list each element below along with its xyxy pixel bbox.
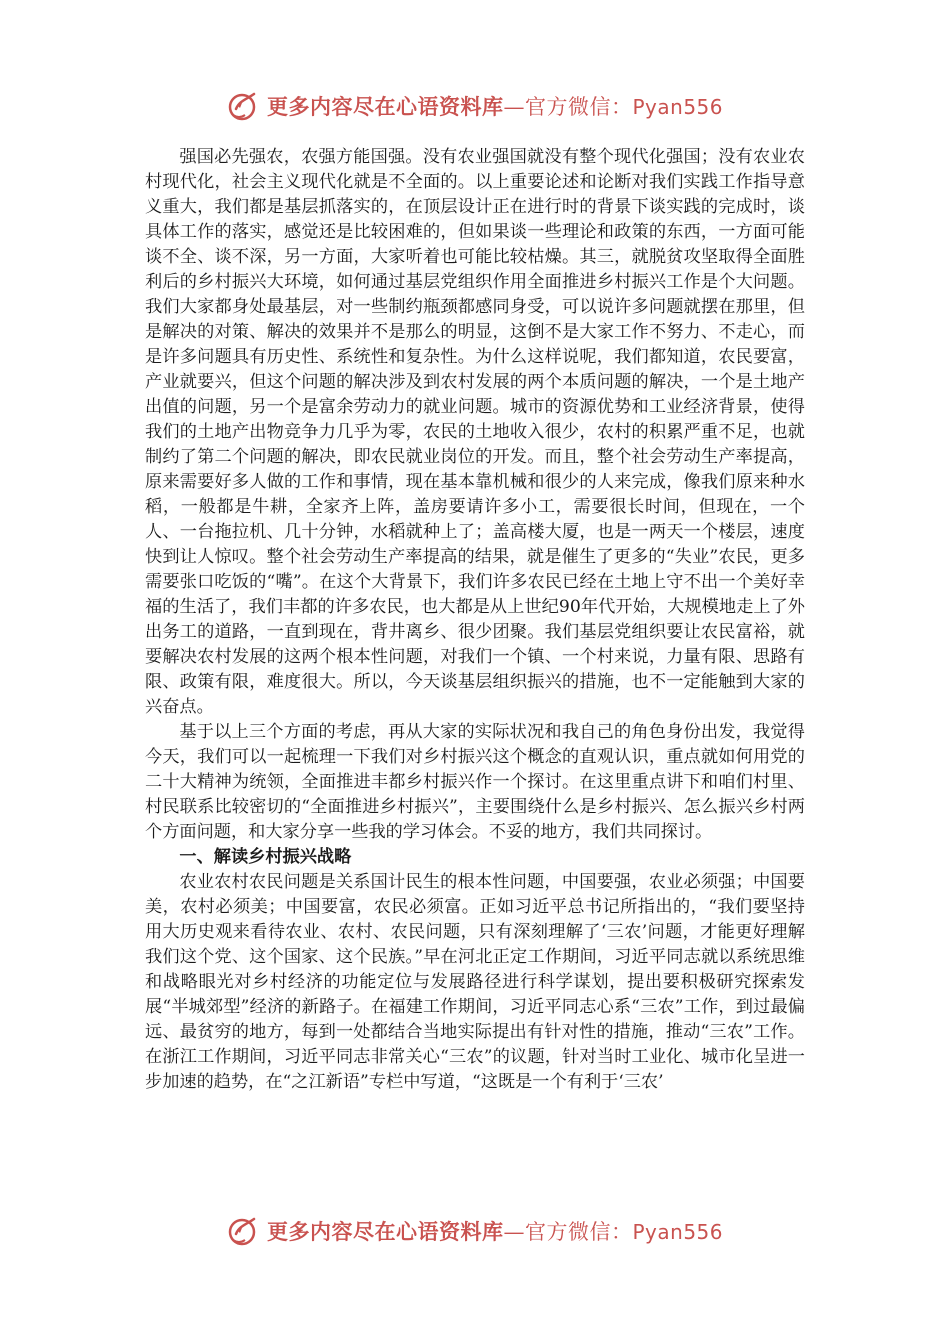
pen-heart-logo-icon bbox=[227, 1214, 261, 1248]
watermark-brand: 更多内容尽在心语资料库 bbox=[266, 94, 504, 119]
pen-heart-logo-icon bbox=[227, 89, 261, 123]
section-heading: 一、解读乡村振兴战略 bbox=[179, 847, 352, 867]
body-paragraph-1: 强国必先强农，农强方能国强。没有农业强国就没有整个现代化强国；没有农业农村现代化，社会主义现代化就是不全面的。以上重要论述和论断对我们实践工作指导意义重大，我们都是基层抓落实的，在顶层设计正在进行时的背景下谈实践的完成时，谈具体工作的落实，感觉还是比较困难的，但如果谈一些理论和政策的东西，一方面可能谈不全、谈不深，另一方面，大家听着也可能比较枯燥。其三，就脱贫攻坚取得全面胜利后的乡村振兴大环境，如何通过基层党组织作用全面推进乡村振兴工作是个大问题。我们大家都身处最基层，对一些制约瓶颈都感同身受，可以说许多问题就摆在那里，但是解决的对策、解决的效果并不是那么的明显，这倒不是大家工作不努力、不走心，而是许多问题具有历史性、系统性和复杂性。为什么这样说呢，我们都知道，农民要富，产业就要兴，但这个问题的解决涉及到农村发展的两个本质问题的解决，一个是土地产出值的问题，另一个是富余劳动力的就业问题。城市的资源优势和工业经济背景，使得我们的土地产出物竞争力几乎为零，农民的土地收入很少，农村的积累严重不足，也就制约了第二个问题的解决，即农民就业岗位的开发。而且，整个社会劳动生产率提高，原来需要好多人做的工作和事情，现在基本靠机械和很少的人来完成，像我们原来种水稻，一般都是牛耕，全家齐上阵，盖房要请许多小工，需要很长时间，但现在，一个人、一台拖拉机、几十分钟，水稻就种上了；盖高楼大厦，也是一两天一个楼层，速度快到让人惊叹。整个社会劳动生产率提高的结果，就是催生了更多的“失业”农民，更多需要张口吃饭的“嘴”。在这个大背景下，我们许多农民已经在土地上守不出一个美好幸福的生活了，我们丰都的许多农民，也大都是从上世纪90年代开始，大规模地走上了外出务工的道路，一直到现在，背井离乡、很少团聚。我们基层党组织要让农民富裕，就要解决农村发展的这两个根本性问题，对我们一个镇、一个村来说，力量有限、思路有限、政策有限，难度很大。所以，今天谈基层组织振兴的措施，也不一定能触到大家的兴奋点。 bbox=[145, 147, 805, 717]
watermark-separator: — bbox=[503, 1220, 525, 1244]
watermark-wechat-id: Pyan556 bbox=[632, 95, 723, 119]
watermark-text bbox=[267, 91, 723, 121]
body-paragraph-2: 基于以上三个方面的考虑，再从大家的实际状况和我自己的角色身份出发，我觉得今天，我们可以一起梳理一下我们对乡村振兴这个概念的直观认识，重点就如何用党的二十大精神为统领，全面推进丰都乡村振兴作一个探讨。在这里重点讲下和咱们村里、村民联系比较密切的“全面推进乡村振兴”，主要围绕什么是乡村振兴、怎么振兴乡村两个方面问题，和大家分享一些我的学习体会。不妥的地方，我们共同探讨。 bbox=[145, 722, 805, 842]
watermark-brand: 更多内容尽在心语资料库 bbox=[266, 1219, 504, 1244]
watermark-wechat-id: Pyan556 bbox=[632, 1220, 723, 1244]
watermark-separator: — bbox=[503, 95, 525, 119]
header-watermark-banner bbox=[0, 86, 950, 126]
footer-watermark-banner bbox=[0, 1211, 950, 1251]
watermark-wechat-label: 官方微信： bbox=[524, 95, 633, 119]
document-body bbox=[145, 145, 805, 1095]
watermark-text bbox=[267, 1216, 723, 1246]
watermark-wechat-label: 官方微信： bbox=[524, 1220, 633, 1244]
section-paragraph: 农业农村农民问题是关系国计民生的根本性问题，中国要强，农业必须强；中国要美，农村必须美；中国要富，农民必须富。正如习近平总书记所指出的，“我们要坚持用大历史观来看待农业、农村、农民问题，只有深刻理解了‘三农’问题，才能更好理解我们这个党、这个国家、这个民族。”早在河北正定工作期间，习近平同志就以系统思维和战略眼光对乡村经济的功能定位与发展路径进行科学谋划，提出要积极研究探索发展“半城郊型”经济的新路子。在福建工作期间，习近平同志心系“三农”工作，到过最偏远、最贫穷的地方，每到一处都结合当地实际提出有针对性的措施，推动“三农”工作。在浙江工作期间，习近平同志非常关心“三农”的议题，针对当时工业化、城市化呈进一步加速的趋势，在“之江新语”专栏中写道，“这既是一个有利于‘三农’ bbox=[145, 872, 805, 1092]
